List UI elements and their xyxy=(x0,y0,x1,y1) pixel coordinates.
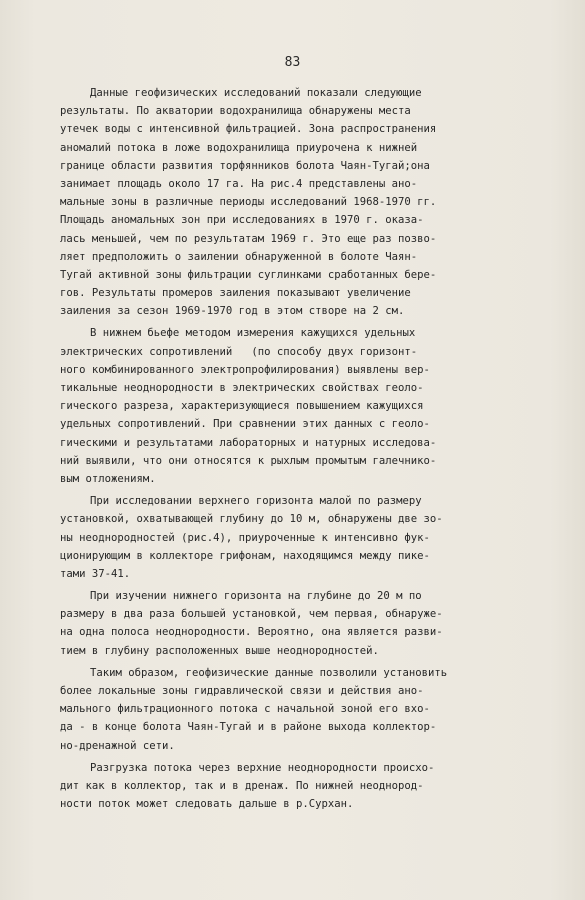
text-line: но-дренажной сети. xyxy=(60,739,175,752)
text-line: ного комбинированного электропрофилирования) выявлены вер- xyxy=(60,363,430,376)
text-line: аномалий потока в ложе водохранилища приурочена к нижней xyxy=(60,141,418,154)
text-line: тами 37-41. xyxy=(60,567,131,580)
paragraph xyxy=(60,664,560,755)
text-line: лась меньшей, чем по результатам 1969 г. Это еще раз позво- xyxy=(60,232,437,245)
body-text xyxy=(60,84,560,813)
paragraph xyxy=(60,492,560,583)
paragraph xyxy=(60,759,560,814)
text-line: тием в глубину расположенных выше неоднородностей. xyxy=(60,644,379,657)
text-line: ляет предположить о заилении обнаруженной в болоте Чаян- xyxy=(60,250,418,263)
text-line: гического разреза, характеризующиеся повышением кажущихся xyxy=(60,400,424,413)
text-line: электрических сопротивлений (по способу двух горизонт- xyxy=(60,345,418,358)
page-number: 83 xyxy=(284,55,301,70)
text-line: Данные геофизических исследований показали следующие xyxy=(90,87,422,99)
text-line: мального фильтрационного потока с начальной зоной его вхо- xyxy=(60,703,430,716)
text-line: заиления за сезон 1969-1970 год в этом створе на 2 см. xyxy=(60,305,405,318)
text-line: да - в конце болота Чаян-Тугай и в районе выхода коллектор- xyxy=(60,721,437,734)
paragraph xyxy=(60,587,560,660)
text-line: гов. Результаты промеров заиления показывают увеличение xyxy=(60,287,411,300)
text-line: мальные зоны в различные периоды исследований 1968-1970 гг. xyxy=(60,196,437,209)
paragraph xyxy=(60,84,560,320)
text-line: вым отложениям. xyxy=(60,472,156,485)
text-line: Таким образом, геофизические данные позволили установить xyxy=(90,666,448,679)
text-line: ний выявили, что они относятся к рыхлым промытым галечнико- xyxy=(60,454,437,467)
text-line: При изучении нижнего горизонта на глубине до 20 м по xyxy=(90,590,422,603)
text-line: ности поток может следовать дальше в р.Сурхан. xyxy=(60,798,354,811)
text-line: результаты. По акватории водохранилища обнаружены места xyxy=(60,105,411,118)
text-line: занимает площадь около 17 га. На рис.4 представлены ано- xyxy=(60,177,418,190)
text-line: дит как в коллектор, так и в дренаж. По нижней неоднород- xyxy=(60,779,424,792)
paragraph xyxy=(60,324,560,488)
text-line: При исследовании верхнего горизонта малой по размеру xyxy=(90,495,422,508)
text-line: Тугай активной зоны фильтрации суглинками сработанных бере- xyxy=(60,268,437,281)
text-line: тикальные неоднородности в электрических свойствах геоло- xyxy=(60,382,424,394)
text-line: Разгрузка потока через верхние неоднородности происхо- xyxy=(90,761,435,774)
text-line: установкой, охватывающей глубину до 10 м, обнаружены две зо- xyxy=(60,513,443,526)
text-line: на одна полоса неоднородности. Вероятно, она является разви- xyxy=(60,626,443,639)
text-line: гическими и результатами лабораторных и натурных исследова- xyxy=(60,436,437,449)
text-line: В нижнем бьефе методом измерения кажущихся удельных xyxy=(90,327,416,340)
text-line: удельных сопротивлений. При сравнении этих данных с геоло- xyxy=(60,418,430,431)
text-line: Площадь аномальных зон при исследованиях в 1970 г. оказа- xyxy=(60,214,424,227)
text-line: утечек воды с интенсивной фильтрацией. Зона распространения xyxy=(60,123,437,136)
text-line: более локальные зоны гидравлической связи и действия ано- xyxy=(60,685,424,697)
text-line: ны неоднородностей (рис.4), приуроченные к интенсивно фук- xyxy=(60,531,430,544)
text-line: размеру в два раза большей установкой, чем первая, обнаруже- xyxy=(60,608,443,621)
text-line: ционирующим в коллекторе грифонам, находящимся между пике- xyxy=(60,549,430,562)
text-line: границе области развития торфянников болота Чаян-Тугай;она xyxy=(60,159,430,172)
